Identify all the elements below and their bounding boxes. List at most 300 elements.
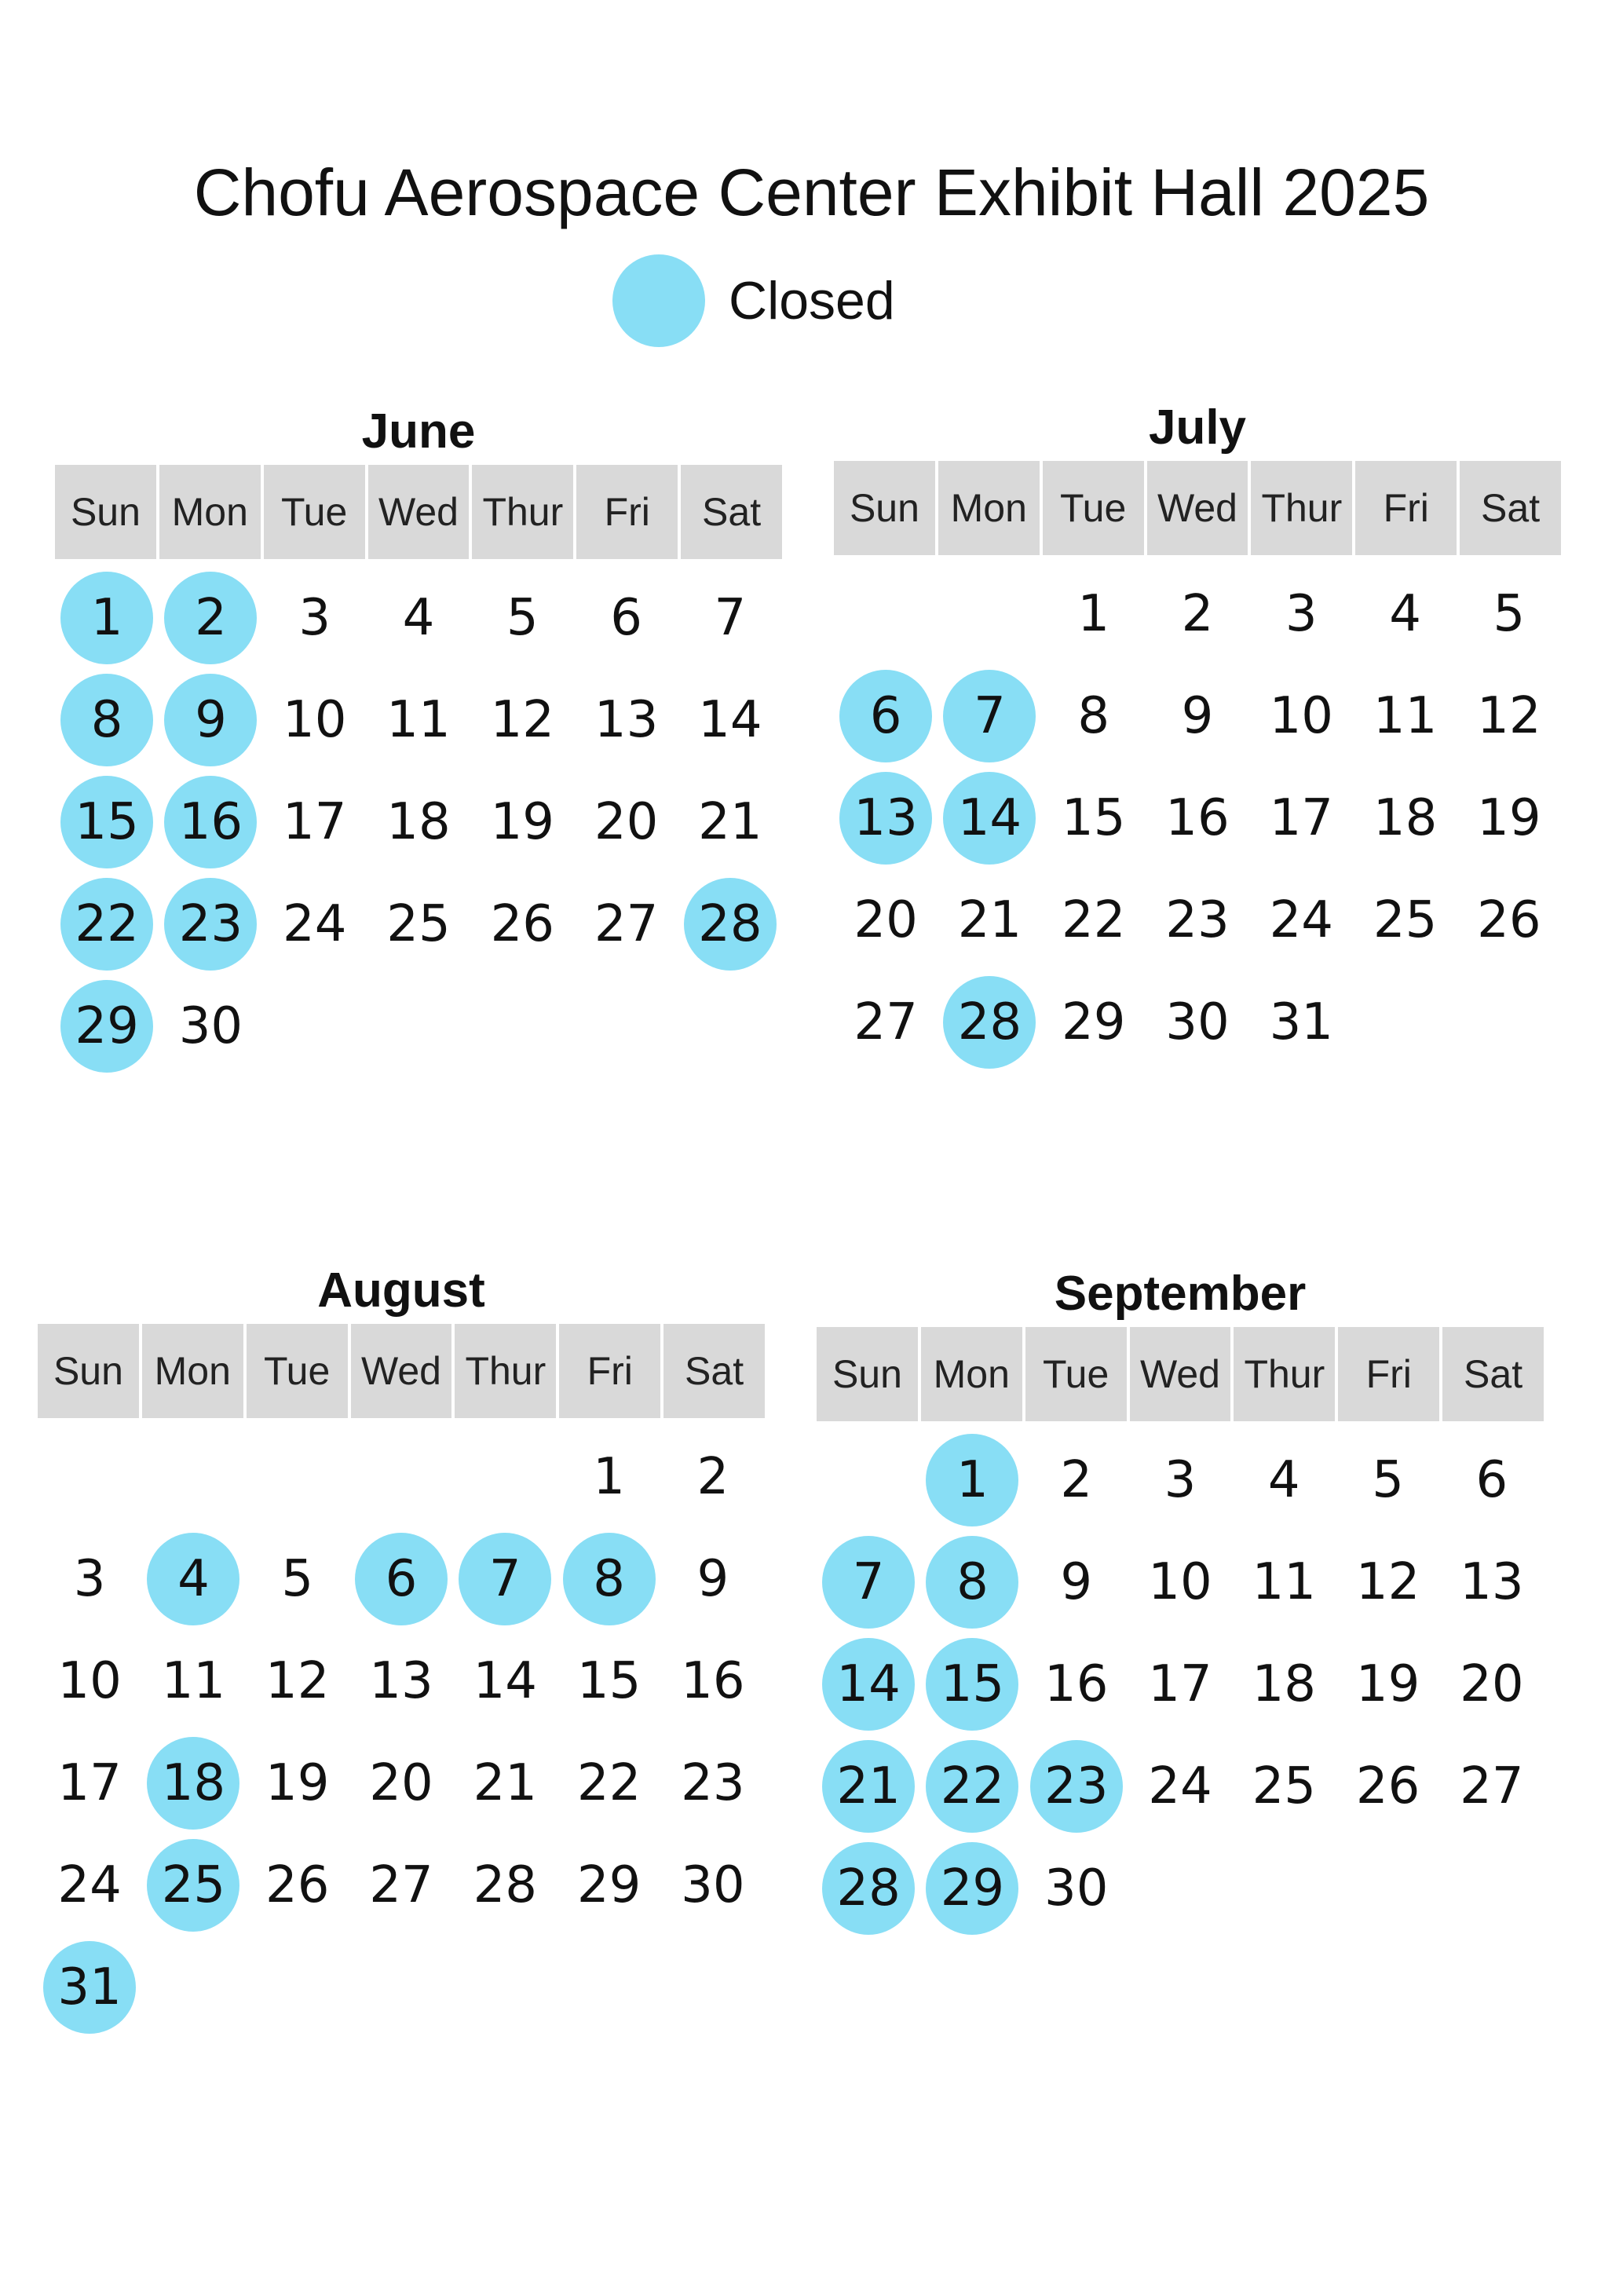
day-cell <box>1440 1429 1544 1531</box>
day-number: 17 <box>1269 789 1333 847</box>
closed-day-number: 8 <box>926 1536 1018 1629</box>
day-cell <box>1353 563 1457 665</box>
day-cell <box>661 1732 765 1834</box>
weekday-label-wed: Wed <box>351 1324 455 1418</box>
weekday-label-wed: Wed <box>1130 1327 1234 1421</box>
day-number: 2 <box>696 1448 729 1506</box>
day-cell <box>38 1528 141 1630</box>
day-number: 13 <box>369 1652 433 1710</box>
day-cell <box>1336 1429 1439 1531</box>
day-cell <box>1146 971 1249 1073</box>
day-number: 9 <box>1181 687 1214 745</box>
day-number: 22 <box>1061 891 1126 949</box>
calendar-july <box>834 395 1561 1073</box>
closed-day-number: 21 <box>822 1740 915 1833</box>
day-number: 30 <box>681 1856 745 1914</box>
closed-day-number: 22 <box>926 1740 1018 1833</box>
day-number: 19 <box>1355 1655 1420 1713</box>
day-cell <box>159 975 262 1077</box>
day-number: 11 <box>386 691 451 749</box>
day-number: 22 <box>576 1754 642 1812</box>
day-cell <box>470 771 574 873</box>
day-cell <box>159 771 262 873</box>
weekday-label-tue: Tue <box>247 1324 351 1418</box>
day-cell <box>557 1528 660 1630</box>
day-number: 30 <box>1044 1859 1109 1918</box>
day-cell <box>1042 971 1146 1073</box>
calendar-june <box>55 399 782 1077</box>
day-cell <box>938 767 1041 869</box>
day-cell <box>557 1630 660 1732</box>
day-cell <box>55 873 159 975</box>
month-title: June <box>361 404 476 459</box>
weekday-label-sat: Sat <box>702 490 762 534</box>
day-number: 3 <box>1285 585 1318 643</box>
day-number: 26 <box>490 895 554 953</box>
day-cell <box>920 1735 1024 1837</box>
day-number: 5 <box>281 1550 314 1608</box>
empty-day-cell <box>834 563 938 665</box>
closed-day-number: 6 <box>355 1533 448 1625</box>
day-number: 3 <box>298 589 331 647</box>
day-number: 4 <box>1267 1451 1300 1509</box>
weekday-label-sun: Sun <box>55 465 159 559</box>
day-number: 27 <box>594 895 659 953</box>
closed-day-number: 25 <box>147 1839 239 1932</box>
day-cell <box>38 1936 141 2038</box>
day-cell <box>367 669 470 771</box>
day-number: 19 <box>1477 789 1541 847</box>
closed-day-number: 28 <box>822 1842 915 1935</box>
day-cell <box>246 1528 349 1630</box>
day-number: 5 <box>1493 585 1526 643</box>
day-cell <box>453 1630 557 1732</box>
day-cell <box>1146 767 1249 869</box>
closed-day-number: 9 <box>164 674 257 766</box>
day-number: 10 <box>57 1652 122 1710</box>
day-cell <box>263 669 367 771</box>
closed-day-number: 29 <box>926 1842 1018 1935</box>
day-cell <box>678 669 782 771</box>
closed-day-number: 4 <box>147 1533 239 1625</box>
day-cell <box>817 1633 920 1735</box>
day-number: 20 <box>594 793 659 851</box>
day-cell <box>1336 1531 1439 1633</box>
day-number: 30 <box>1165 993 1230 1051</box>
day-number: 6 <box>1475 1451 1508 1509</box>
day-number: 11 <box>1252 1553 1316 1611</box>
weekday-label-wed: Wed <box>1147 461 1252 555</box>
closed-day-number: 8 <box>563 1533 656 1625</box>
day-cell <box>1146 665 1249 767</box>
day-number: 16 <box>1044 1655 1109 1713</box>
day-cell <box>834 665 938 767</box>
day-number: 29 <box>576 1856 642 1914</box>
day-cell <box>141 1630 245 1732</box>
day-number: 30 <box>178 997 243 1055</box>
closed-day-number: 28 <box>684 878 777 971</box>
day-number: 17 <box>1148 1655 1212 1713</box>
day-cell <box>1146 869 1249 971</box>
day-grid <box>38 1426 765 2038</box>
day-cell <box>1128 1429 1232 1531</box>
day-cell <box>470 669 574 771</box>
weekday-label-mon: Mon <box>159 465 264 559</box>
day-cell <box>1025 1429 1128 1531</box>
day-cell <box>246 1630 349 1732</box>
day-number: 3 <box>73 1550 106 1608</box>
day-cell <box>817 1837 920 1940</box>
day-number: 29 <box>1061 993 1126 1051</box>
day-cell <box>661 1528 765 1630</box>
day-number: 12 <box>490 691 554 749</box>
weekday-label-mon: Mon <box>921 1327 1025 1421</box>
day-cell <box>1128 1735 1232 1837</box>
day-number: 16 <box>1165 789 1230 847</box>
day-number: 31 <box>1269 993 1333 1051</box>
day-number: 10 <box>1148 1553 1212 1611</box>
day-number: 3 <box>1164 1451 1197 1509</box>
day-number: 25 <box>386 895 451 953</box>
weekday-label-thur: Thur <box>1251 461 1355 555</box>
day-cell <box>920 1429 1024 1531</box>
weekday-label-fri: Fri <box>1338 1327 1442 1421</box>
day-number: 14 <box>698 691 762 749</box>
day-number: 13 <box>594 691 659 749</box>
weekday-header <box>834 461 1561 555</box>
closed-day-number: 6 <box>839 670 932 762</box>
day-number: 24 <box>1269 891 1333 949</box>
weekday-label-tue: Tue <box>264 465 368 559</box>
weekday-header <box>817 1327 1544 1421</box>
day-cell <box>557 1834 660 1936</box>
day-cell <box>1336 1735 1439 1837</box>
day-cell <box>1025 1735 1128 1837</box>
day-cell <box>453 1834 557 1936</box>
closed-day-number: 14 <box>822 1638 915 1731</box>
empty-day-cell <box>938 563 1041 665</box>
day-cell <box>159 567 262 669</box>
closed-day-number: 18 <box>147 1737 239 1830</box>
day-number: 16 <box>681 1652 745 1710</box>
day-cell <box>574 873 678 975</box>
day-number: 10 <box>282 691 347 749</box>
weekday-label-mon: Mon <box>142 1324 247 1418</box>
day-cell <box>55 567 159 669</box>
closed-day-number: 28 <box>943 976 1036 1069</box>
weekday-label-fri: Fri <box>559 1324 663 1418</box>
closed-day-number: 14 <box>943 772 1036 865</box>
month-title: September <box>1054 1267 1307 1321</box>
day-cell <box>55 669 159 771</box>
day-cell <box>349 1834 453 1936</box>
closed-day-number: 2 <box>164 572 257 664</box>
weekday-label-sun: Sun <box>817 1327 921 1421</box>
day-number: 19 <box>265 1754 330 1812</box>
day-cell <box>920 1633 1024 1735</box>
day-number: 4 <box>402 589 435 647</box>
day-grid <box>55 567 782 1077</box>
day-cell <box>1457 767 1561 869</box>
day-cell <box>557 1426 660 1528</box>
day-number: 9 <box>1060 1553 1093 1611</box>
day-cell <box>1249 869 1353 971</box>
day-number: 1 <box>1077 585 1110 643</box>
weekday-label-sun: Sun <box>38 1324 142 1418</box>
day-cell <box>817 1735 920 1837</box>
day-cell <box>920 1531 1024 1633</box>
month-title: July <box>1148 400 1247 455</box>
day-cell <box>55 975 159 1077</box>
day-cell <box>678 873 782 975</box>
day-cell <box>1457 665 1561 767</box>
day-number: 25 <box>1373 891 1438 949</box>
day-cell <box>1440 1735 1544 1837</box>
day-cell <box>1249 563 1353 665</box>
day-cell <box>263 771 367 873</box>
day-number: 23 <box>681 1754 745 1812</box>
calendar-september <box>817 1261 1544 1940</box>
day-cell <box>1457 869 1561 971</box>
day-cell <box>1249 971 1353 1073</box>
weekday-label-tue: Tue <box>1043 461 1147 555</box>
day-cell <box>834 971 938 1073</box>
empty-day-cell <box>141 1426 245 1528</box>
day-cell <box>574 567 678 669</box>
day-number: 23 <box>1165 891 1230 949</box>
day-cell <box>470 567 574 669</box>
day-number: 12 <box>265 1652 330 1710</box>
day-cell <box>1440 1531 1544 1633</box>
day-cell <box>38 1630 141 1732</box>
closed-day-number: 16 <box>164 776 257 868</box>
weekday-label-sun: Sun <box>834 461 938 555</box>
day-number: 27 <box>1460 1757 1524 1815</box>
day-cell <box>38 1834 141 1936</box>
closed-day-number: 23 <box>1030 1740 1123 1833</box>
weekday-header <box>38 1324 765 1418</box>
empty-day-cell <box>246 1426 349 1528</box>
day-cell <box>349 1528 453 1630</box>
day-cell <box>159 669 262 771</box>
day-cell <box>661 1834 765 1936</box>
empty-day-cell <box>453 1426 557 1528</box>
day-cell <box>159 873 262 975</box>
closed-day-number: 8 <box>60 674 153 766</box>
weekday-label-fri: Fri <box>1355 461 1460 555</box>
day-cell <box>367 771 470 873</box>
legend-label: Closed <box>729 271 895 331</box>
empty-day-cell <box>349 1426 453 1528</box>
day-cell <box>938 665 1041 767</box>
day-cell <box>367 873 470 975</box>
day-cell <box>1353 869 1457 971</box>
day-cell <box>349 1732 453 1834</box>
day-cell <box>678 771 782 873</box>
day-cell <box>141 1732 245 1834</box>
day-number: 18 <box>1252 1655 1316 1713</box>
day-number: 2 <box>1060 1451 1093 1509</box>
day-cell <box>938 869 1041 971</box>
closed-day-number: 7 <box>459 1533 551 1625</box>
day-cell <box>1232 1531 1336 1633</box>
closed-day-number: 7 <box>822 1536 915 1629</box>
weekday-label-sat: Sat <box>685 1349 744 1393</box>
empty-day-cell <box>817 1429 920 1531</box>
day-number: 12 <box>1477 687 1541 745</box>
day-grid <box>817 1429 1544 1940</box>
day-cell <box>661 1426 765 1528</box>
day-cell <box>920 1837 1024 1940</box>
closed-day-number: 15 <box>60 776 153 868</box>
day-number: 21 <box>473 1754 537 1812</box>
day-number: 27 <box>854 993 918 1051</box>
day-number: 12 <box>1355 1553 1420 1611</box>
empty-day-cell <box>38 1426 141 1528</box>
day-cell <box>574 669 678 771</box>
day-cell <box>1336 1633 1439 1735</box>
weekday-header <box>55 465 782 559</box>
day-cell <box>1042 767 1146 869</box>
day-number: 20 <box>369 1754 433 1812</box>
day-number: 26 <box>265 1856 330 1914</box>
day-number: 26 <box>1477 891 1541 949</box>
day-cell <box>246 1834 349 1936</box>
day-number: 5 <box>506 589 539 647</box>
day-cell <box>1232 1633 1336 1735</box>
day-number: 24 <box>1148 1757 1212 1815</box>
day-cell <box>263 873 367 975</box>
day-cell <box>1249 767 1353 869</box>
closed-day-number: 1 <box>926 1434 1018 1526</box>
weekday-label-thur: Thur <box>455 1324 559 1418</box>
day-number: 25 <box>1252 1757 1316 1815</box>
closed-legend-swatch <box>612 254 705 347</box>
weekday-label-wed: Wed <box>368 465 473 559</box>
day-cell <box>1232 1429 1336 1531</box>
closed-day-number: 23 <box>164 878 257 971</box>
weekday-label-sat: Sat <box>1481 486 1541 530</box>
day-number: 18 <box>386 793 451 851</box>
day-cell <box>1025 1633 1128 1735</box>
day-grid <box>834 563 1561 1073</box>
day-number: 7 <box>714 589 747 647</box>
day-number: 6 <box>610 589 642 647</box>
day-number: 11 <box>1373 687 1438 745</box>
weekday-label-fri: Fri <box>576 465 681 559</box>
day-number: 17 <box>282 793 347 851</box>
closed-day-number: 7 <box>943 670 1036 762</box>
day-number: 13 <box>1460 1553 1524 1611</box>
weekday-label-tue: Tue <box>1025 1327 1130 1421</box>
day-cell <box>55 771 159 873</box>
day-number: 24 <box>282 895 347 953</box>
day-cell <box>938 971 1041 1073</box>
month-title: August <box>317 1263 485 1318</box>
day-cell <box>574 771 678 873</box>
day-number: 9 <box>696 1550 729 1608</box>
day-cell <box>349 1630 453 1732</box>
closed-day-number: 13 <box>839 772 932 865</box>
closed-day-number: 31 <box>43 1941 136 2034</box>
legend <box>612 255 895 346</box>
closed-day-number: 1 <box>60 572 153 664</box>
day-number: 20 <box>1460 1655 1524 1713</box>
day-cell <box>141 1528 245 1630</box>
day-number: 15 <box>1061 789 1126 847</box>
day-cell <box>1353 767 1457 869</box>
day-number: 24 <box>57 1856 122 1914</box>
weekday-label-mon: Mon <box>938 461 1043 555</box>
day-number: 8 <box>1077 687 1110 745</box>
day-cell <box>1232 1735 1336 1837</box>
day-cell <box>1042 563 1146 665</box>
day-cell <box>1353 665 1457 767</box>
page-title: Chofu Aerospace Center Exhibit Hall 2025 <box>193 155 1430 229</box>
weekday-label-thur: Thur <box>472 465 576 559</box>
day-number: 19 <box>490 793 554 851</box>
day-cell <box>38 1732 141 1834</box>
day-number: 21 <box>698 793 762 851</box>
day-number: 27 <box>369 1856 433 1914</box>
day-cell <box>246 1732 349 1834</box>
day-cell <box>263 567 367 669</box>
day-number: 17 <box>57 1754 122 1812</box>
day-number: 4 <box>1389 585 1421 643</box>
day-cell <box>834 869 938 971</box>
day-number: 1 <box>593 1448 625 1506</box>
day-number: 20 <box>854 891 918 949</box>
closed-day-number: 22 <box>60 878 153 971</box>
day-number: 28 <box>473 1856 537 1914</box>
weekday-label-thur: Thur <box>1234 1327 1338 1421</box>
day-cell <box>141 1834 245 1936</box>
day-cell <box>453 1732 557 1834</box>
day-number: 21 <box>957 891 1022 949</box>
day-number: 11 <box>161 1652 226 1710</box>
calendar-august <box>38 1258 765 2038</box>
day-number: 10 <box>1269 687 1333 745</box>
day-cell <box>1146 563 1249 665</box>
closed-day-number: 29 <box>60 980 153 1073</box>
day-cell <box>1042 665 1146 767</box>
day-cell <box>678 567 782 669</box>
day-cell <box>661 1630 765 1732</box>
day-cell <box>1457 563 1561 665</box>
day-cell <box>817 1531 920 1633</box>
day-number: 5 <box>1372 1451 1404 1509</box>
day-cell <box>1440 1633 1544 1735</box>
day-cell <box>557 1732 660 1834</box>
day-cell <box>1025 1531 1128 1633</box>
day-cell <box>1128 1531 1232 1633</box>
day-cell <box>1042 869 1146 971</box>
day-number: 18 <box>1373 789 1438 847</box>
day-cell <box>834 767 938 869</box>
day-cell <box>470 873 574 975</box>
day-cell <box>453 1528 557 1630</box>
day-cell <box>1128 1633 1232 1735</box>
day-number: 2 <box>1181 585 1214 643</box>
day-cell <box>367 567 470 669</box>
day-number: 26 <box>1355 1757 1420 1815</box>
day-cell <box>1025 1837 1128 1940</box>
day-cell <box>1249 665 1353 767</box>
day-number: 14 <box>473 1652 537 1710</box>
closed-day-number: 15 <box>926 1638 1018 1731</box>
day-number: 15 <box>576 1652 642 1710</box>
weekday-label-sat: Sat <box>1464 1352 1523 1396</box>
